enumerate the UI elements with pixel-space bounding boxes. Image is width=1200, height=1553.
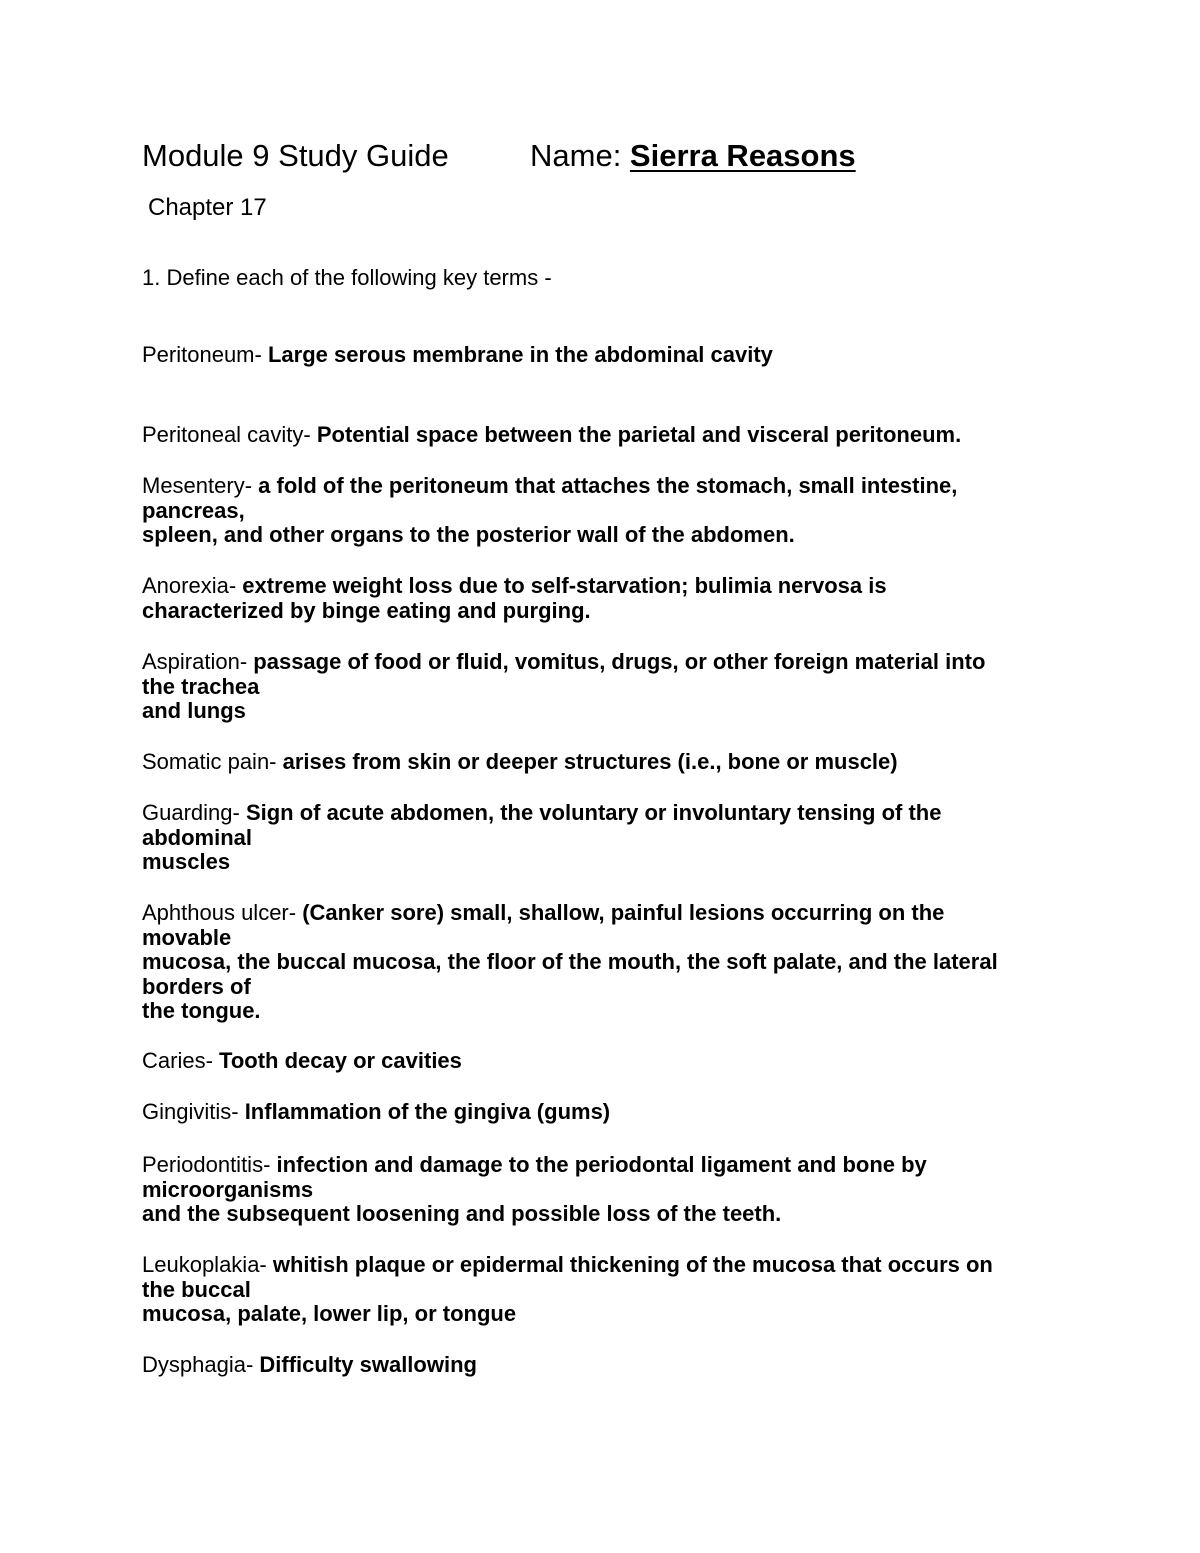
term-label: Peritoneal cavity- <box>142 422 317 447</box>
term-definition: Potential space between the parietal and visceral peritoneum. <box>316 422 962 447</box>
term-definition: and the subsequent loosening and possible loss of the teeth. <box>142 1201 782 1226</box>
term-definition: Large serous membrane in the abdominal cavity <box>267 342 773 367</box>
name-label: Name: <box>530 138 630 173</box>
term-definition: muscles <box>142 849 231 874</box>
term-entry <box>142 1353 1142 1378</box>
student-name-field <box>530 136 856 176</box>
term-definition: microorganisms <box>142 1176 314 1202</box>
term-entry <box>142 1049 1142 1074</box>
term-entry <box>142 1153 1142 1227</box>
term-definition: a fold of the peritoneum that attaches the stomach, small intestine, <box>258 473 958 498</box>
term-entry <box>142 901 1142 1024</box>
page-title: Module 9 Study Guide <box>142 138 449 173</box>
question-prompt: 1. Define each of the following key terms - <box>142 265 552 290</box>
term-label: Aspiration- <box>142 649 254 674</box>
chapter-heading: Chapter 17 <box>148 194 267 221</box>
term-definition: arises from skin or deeper structures (i.e., bone or muscle) <box>282 749 898 774</box>
term-definition: whitish plaque or epidermal thickening of the mucosa that occurs on <box>272 1252 993 1277</box>
term-entry <box>142 750 1142 775</box>
term-entry <box>142 423 1142 448</box>
term-definition: passage of food or fluid, vomitus, drugs, or other foreign material into <box>253 649 986 674</box>
term-definition: mucosa, the buccal mucosa, the floor of the mouth, the soft palate, and the lateral <box>142 949 998 974</box>
term-entry <box>142 574 1142 623</box>
term-entry <box>142 1100 1142 1125</box>
term-entry <box>142 474 1142 548</box>
term-label: Leukoplakia- <box>142 1252 273 1277</box>
term-definition: infection and damage to the periodontal ligament and bone by <box>276 1152 927 1177</box>
term-label: Peritoneum- <box>142 342 268 367</box>
term-definition: spleen, and other organs to the posterior wall of the abdomen. <box>142 522 795 547</box>
term-label: Dysphagia- <box>142 1352 260 1377</box>
term-definition: the buccal <box>142 1276 251 1302</box>
term-entry <box>142 650 1142 724</box>
term-label: Periodontitis- <box>142 1152 277 1177</box>
term-definition: Inflammation of the gingiva (gums) <box>244 1099 611 1124</box>
term-definition: characterized by binge eating and purging. <box>142 597 591 623</box>
term-definition: mucosa, palate, lower lip, or tongue <box>142 1301 517 1326</box>
term-entry <box>142 801 1142 875</box>
term-label: Aphthous ulcer- <box>142 900 303 925</box>
term-label: Gingivitis- <box>142 1099 245 1124</box>
term-definition: (Canker sore) small, shallow, painful lesions occurring on the <box>302 900 945 925</box>
student-name: Sierra Reasons <box>629 138 856 173</box>
term-definition: pancreas, <box>142 497 245 523</box>
term-label: Anorexia- <box>142 573 243 598</box>
term-definition: movable <box>142 924 232 950</box>
term-definition: extreme weight loss due to self-starvation; bulimia nervosa is <box>242 573 887 598</box>
term-label: Caries- <box>142 1048 220 1073</box>
term-label: Mesentery- <box>142 473 259 498</box>
term-label: Somatic pain- <box>142 749 283 774</box>
term-definition: and lungs <box>142 698 246 723</box>
term-entry <box>142 1253 1142 1327</box>
term-definition: Sign of acute abdomen, the voluntary or involuntary tensing of the <box>245 800 942 825</box>
term-definition: the trachea <box>142 673 260 699</box>
term-definition: borders of <box>142 973 251 999</box>
term-definition: Difficulty swallowing <box>259 1352 477 1377</box>
term-definition: the tongue. <box>142 998 261 1023</box>
term-entry <box>142 343 1142 368</box>
term-definition: abdominal <box>142 824 253 850</box>
term-definition: Tooth decay or cavities <box>219 1048 462 1073</box>
term-label: Guarding- <box>142 800 246 825</box>
